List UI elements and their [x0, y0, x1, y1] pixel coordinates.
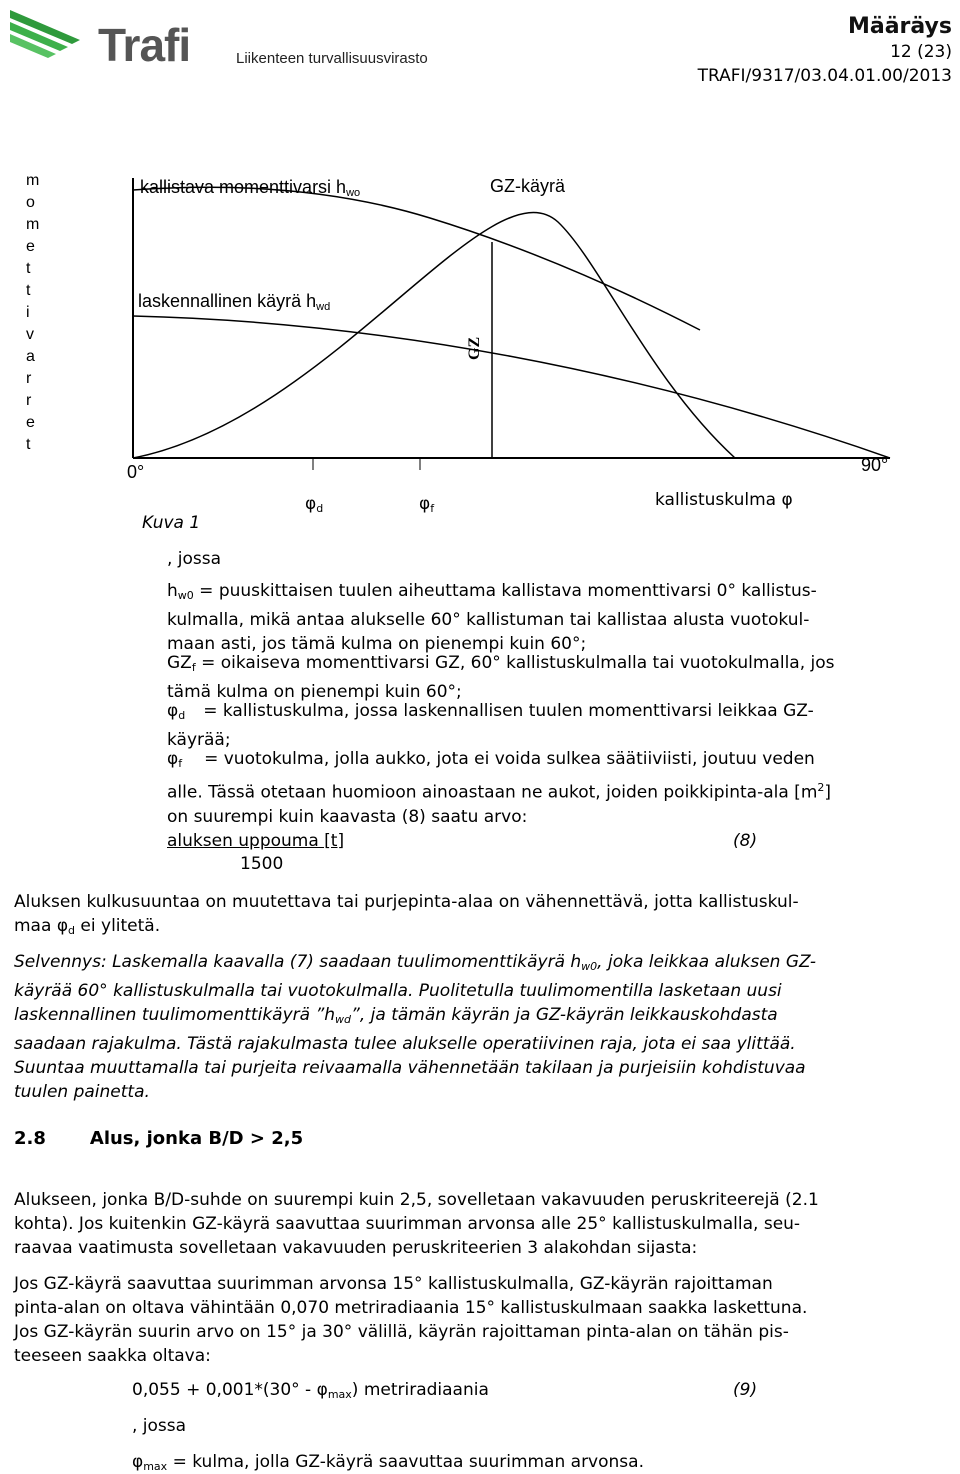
- formula-9-expression: [132, 1380, 489, 1401]
- phi-d-symbol: φ: [305, 494, 317, 514]
- doc-reference: TRAFI/9317/03.04.01.00/2013: [697, 66, 952, 86]
- def-line: tämä kulma on pienempi kuin 60°;: [167, 682, 462, 702]
- def-symbol: GZ: [167, 653, 192, 673]
- y-letter: r: [26, 370, 32, 387]
- text-span: ei ylitetä.: [75, 916, 161, 936]
- text-line: Alukseen, jonka B/D-suhde on suurempi kuin 2,5, sovelletaan vakavuuden peruskriteerejä (2.1: [14, 1190, 819, 1210]
- label-hw0-sub: wo: [346, 187, 361, 199]
- def-line: [167, 579, 937, 608]
- stability-diagram: [0, 0, 960, 520]
- y-letter: i: [26, 304, 30, 321]
- def-symbol-sub: max: [143, 1460, 168, 1473]
- text-line: raavaa vaatimusta sovelletaan vakavuuden peruskriteerien 3 alakohdan sijasta:: [14, 1238, 698, 1258]
- page-number: 12 (23): [890, 42, 952, 62]
- formula-8-number: (8): [733, 831, 758, 851]
- def-hw0: [167, 579, 937, 656]
- text-line: [14, 914, 954, 943]
- text-sub: wd: [335, 1013, 352, 1026]
- def-text: = vuotokulma, jolla aukko, jota ei voida sulkea säätiiviisti, joutuu veden: [204, 749, 815, 769]
- def-text: alle. Tässä otetaan huomioon ainoastaan ne aukot, joiden poikkipinta-ala [m: [167, 782, 818, 803]
- y-letter: a: [26, 348, 35, 365]
- brand-name: Trafi: [98, 19, 191, 71]
- text-span: , joka leikkaa aluksen GZ-: [597, 952, 816, 972]
- label-gz-curve: GZ-käyrä: [490, 176, 566, 196]
- section-title: Alus, jonka B/D > 2,5: [89, 1128, 304, 1149]
- x-axis-title: kallistuskulma φ: [655, 490, 793, 510]
- paragraph-course: [14, 890, 954, 943]
- def-text: = kulma, jolla GZ-käyrä saavuttaa suurimman arvonsa.: [167, 1452, 644, 1472]
- y-letter: t: [26, 436, 31, 453]
- y-letter: r: [26, 392, 32, 409]
- def-text: = kallistuskulma, jossa laskennallisen tuulen momenttivarsi leikkaa GZ-: [203, 701, 814, 721]
- phi-f-sub: f: [430, 502, 435, 515]
- jossa-label-2: , jossa: [132, 1416, 187, 1436]
- def-phimax: [132, 1452, 644, 1473]
- text-line: kohta). Jos kuitenkin GZ-käyrä saavuttaa suurimman arvonsa alle 25° kallistuskulmalla, seu-: [14, 1214, 801, 1234]
- label-hwd-text: laskennallinen käyrä h: [138, 291, 317, 311]
- y-letter: t: [26, 282, 31, 299]
- phi-d-sub: d: [316, 502, 324, 515]
- def-line: [167, 747, 947, 776]
- text-line: Jos GZ-käyrä saavuttaa suurimman arvonsa 15° kallistuskulmalla, GZ-käyrän rajoittaman: [14, 1274, 773, 1294]
- x-start-label: 0°: [127, 462, 145, 482]
- section-number: 2.8: [14, 1128, 46, 1149]
- text-line: Jos GZ-käyrän suurin arvo on 15° ja 30° välillä, käyrän rajoittaman pinta-alan on tähän pis-: [14, 1322, 789, 1342]
- label-gz-axis: GZ: [466, 336, 483, 360]
- def-text: = puuskittaisen tuulen aiheuttama kallistava momenttivarsi 0° kallistus-: [193, 581, 817, 601]
- def-symbol: φ: [132, 1452, 144, 1472]
- phi-d-label: [305, 494, 323, 515]
- section-heading: [14, 1128, 303, 1149]
- phi-sub: d: [68, 924, 76, 937]
- doc-type: Määräys: [847, 14, 952, 39]
- y-letter: t: [26, 260, 31, 277]
- jossa-label: , jossa: [167, 549, 222, 569]
- def-line: on suurempi kuin kaavasta (8) saatu arvo:: [167, 806, 528, 827]
- def-line: [167, 776, 947, 805]
- text-line: [14, 950, 954, 979]
- def-symbol-sub: w0: [177, 589, 194, 602]
- text-line: [14, 1003, 954, 1032]
- text-span: Selvennys: Laskemalla kaavalla (7) saadaan tuulimomenttikäyrä h: [14, 952, 582, 972]
- phi-symbol: φ: [56, 916, 69, 936]
- label-hwd: [138, 291, 330, 313]
- y-letter: v: [26, 326, 34, 343]
- formula-8-numerator: aluksen uppouma [t]: [167, 831, 345, 851]
- text-line: tuulen painetta.: [14, 1082, 150, 1102]
- paragraph-clarification: [14, 950, 954, 1104]
- phi-symbol: φ: [316, 1380, 328, 1400]
- agency-name: Liikenteen turvallisuusvirasto: [236, 50, 428, 67]
- figure-caption: Kuva 1: [142, 513, 201, 533]
- formula-9-number: (9): [733, 1380, 758, 1400]
- def-line: [167, 651, 947, 680]
- def-line: käyrää;: [167, 730, 231, 750]
- label-hwd-sub: wd: [316, 301, 331, 313]
- def-text: = oikaiseva momenttivarsi GZ, 60° kallistuskulmalla tai vuotokulmalla, jos: [195, 653, 835, 673]
- text-line: Aluksen kulkusuuntaa on muutettava tai purjepinta-alaa on vähennettävä, jotta kallistuskul-: [14, 892, 799, 912]
- x-end-label: 90°: [861, 455, 889, 475]
- text-line: saadaan rajakulma. Tästä rajakulmasta tulee alukselle operatiivinen raja, jota ei saa ylittää.: [14, 1034, 796, 1054]
- phi-f-label: [419, 494, 434, 515]
- y-letter: m: [26, 216, 40, 233]
- text-line: pinta-alan on oltava vähintään 0,070 metriradiaania 15° kallistuskulmaan saakka laskettuna.: [14, 1298, 808, 1318]
- text-span: ”, ja tämän käyrän ja GZ-käyrän leikkauskohdasta: [351, 1005, 778, 1025]
- hwd-curve: [133, 316, 890, 458]
- y-letter: o: [26, 194, 35, 211]
- paragraph-gz-area: [14, 1272, 954, 1368]
- def-line: [167, 699, 947, 728]
- def-line: maan asti, jos tämä kulma on pienempi kuin 60°;: [167, 634, 587, 654]
- phi-f-symbol: φ: [419, 494, 431, 514]
- def-gzf: [167, 651, 947, 704]
- paragraph-bd: [14, 1188, 954, 1260]
- def-phid: [167, 699, 947, 752]
- formula-text: 0,055 + 0,001*(30° -: [132, 1380, 317, 1400]
- label-hw0: [140, 177, 360, 199]
- gz-curve: [133, 212, 735, 458]
- text-span: maa: [14, 916, 57, 936]
- y-letter: e: [26, 238, 35, 255]
- def-symbol: h: [167, 581, 178, 601]
- text-line: Suuntaa muuttamalla tai purjeita reivaamalla vähennetään takilaan ja purjeisiin kohdistuvaa: [14, 1058, 806, 1078]
- y-letter: m: [26, 172, 40, 189]
- def-symbol-sub: d: [178, 709, 186, 722]
- y-letter: e: [26, 414, 35, 431]
- def-symbol: φ: [167, 749, 179, 769]
- def-line: kulmalla, mikä antaa alukselle 60° kallistuman tai kallistaa alusta vuotokul-: [167, 610, 810, 630]
- text-line: teeseen saakka oltava:: [14, 1346, 211, 1366]
- def-text-sup: 2: [817, 781, 825, 794]
- phi-sub: max: [327, 1388, 352, 1401]
- text-span: laskennallinen tuulimomenttikäyrä ”h: [14, 1005, 336, 1025]
- def-symbol: φ: [167, 701, 179, 721]
- formula-text: ) metriradiaania: [351, 1380, 489, 1400]
- formula-8-denominator: 1500: [240, 854, 284, 874]
- def-text: ]: [824, 782, 832, 803]
- text-line: käyrää 60° kallistuskulmalla tai vuotokulmalla. Puolitetulla tuulimomentilla lasketaan uusi: [14, 981, 782, 1001]
- label-hw0-text: kallistava momenttivarsi h: [140, 177, 347, 197]
- def-symbol-sub: f: [191, 661, 196, 674]
- def-symbol-sub: f: [178, 757, 183, 770]
- def-phif: [167, 747, 947, 829]
- text-sub: w0: [581, 960, 598, 973]
